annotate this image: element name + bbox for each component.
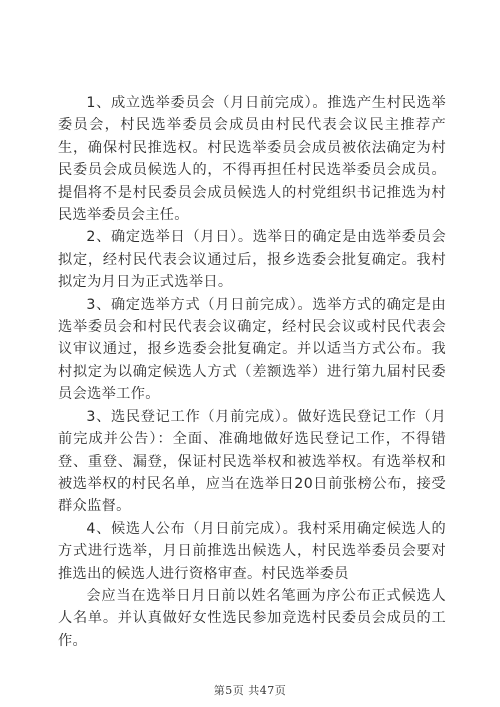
paragraph-voter-registration: 3、选民登记工作（月前完成）。做好选民登记工作（月前完成并公告）：全面、准确地做好选民登记工作，不得错登、重登、漏登，保证村民选举权和被选举权。有选举权和被选举权的村民名单，应当在选举日20日前张榜公布，接受群众监督。 bbox=[58, 408, 446, 515]
paragraph-candidate-list: 会应当在选举日月日前以姓名笔画为序公布正式候选人人名单。并认真做好女性选民参加竞选村民委员会成员的工作。 bbox=[58, 587, 446, 649]
paragraph-candidate-announcement: 4、候选人公布（月日前完成）。我村采用确定候选人的方式进行选举，月日前推选出候选人，村民选举委员会要对推选出的候选人进行资格审查。村民选举委员 bbox=[58, 520, 446, 582]
paragraph-election-method: 3、确定选举方式（月日前完成）。选举方式的确定是由选举委员会和村民代表会议确定，经村民会议或村民代表会议审议通过，报乡选委会批复确定。并以适当方式公布。我村拟定为以确定候选人方式（差额选举）进行第九届村民委员会选举工作。 bbox=[58, 296, 446, 403]
paragraph-election-day: 2、确定选举日（月日）。选举日的确定是由选举委员会拟定，经村民代表会议通过后，报乡选委会批复确定。我村拟定为月日为正式选举日。 bbox=[58, 229, 446, 291]
document-body bbox=[58, 92, 446, 652]
page-footer: 第5页 共47页 bbox=[213, 684, 287, 697]
paragraph-election-committee: 1、成立选举委员会（月日前完成）。推选产生村民选举委员会，村民选举委员会成员由村民代表会议民主推荐产生，确保村民推选权。村民选举委员会成员被依法确定为村民委员会成员候选人的，不得再担任村民选举委员会成员。提倡将不是村民委员会成员候选人的村党组织书记推选为村民选举委员会主任。 bbox=[58, 95, 446, 224]
